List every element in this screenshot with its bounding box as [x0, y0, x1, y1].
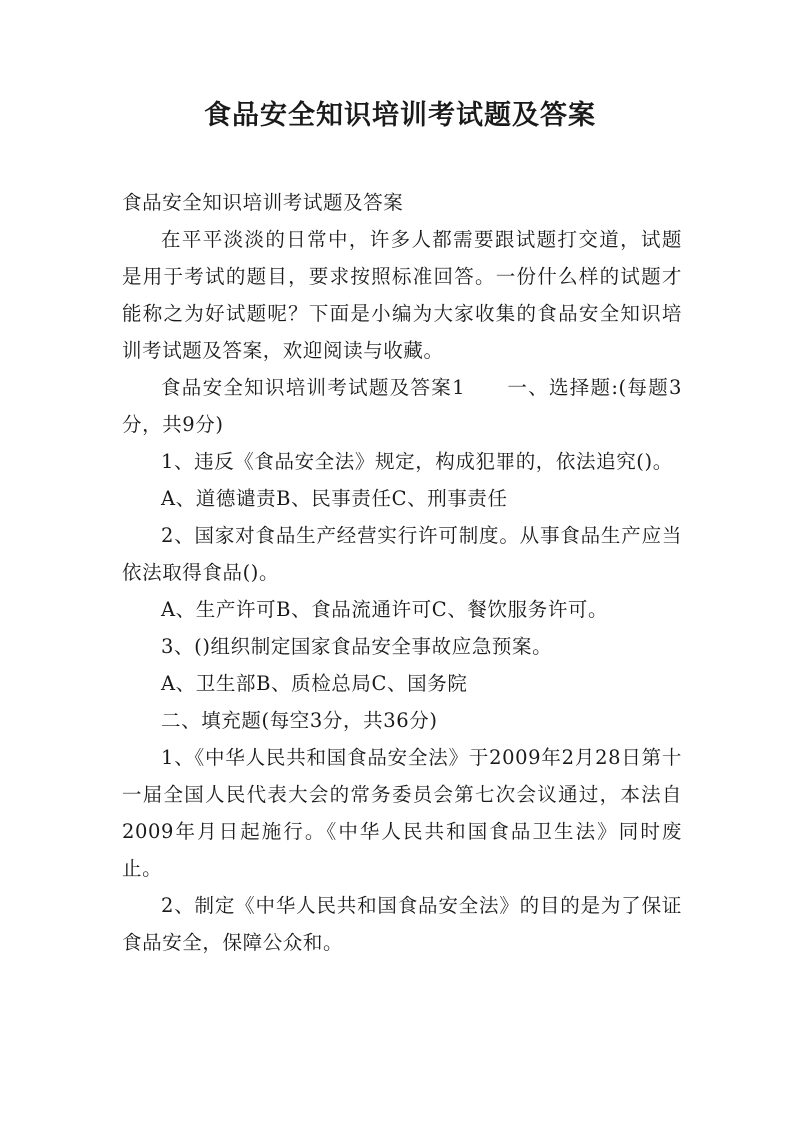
paragraph-section-two-heading: 二、填充题(每空3分，共36分)	[161, 709, 438, 732]
question-3-options: A、卫生部B、质检总局C、国务院	[161, 672, 468, 695]
paragraph-subtitle: 食品安全知识培训考试题及答案	[122, 191, 404, 214]
document-title: 食品安全知识培训考试题及答案	[204, 100, 596, 131]
fill-question-1: 1、《中华人民共和国食品安全法》于2009年2月28日第十一届全国人民代表大会的常务委员会第七次会议通过，本法自2009年月日起施行。《中华人民共和国食品卫生法》同时废止。	[122, 746, 682, 880]
paragraph-section-one-heading: 食品安全知识培训考试题及答案1 一、选择题:(每题3分，共9分)	[122, 376, 682, 436]
fill-question-2: 2、制定《中华人民共和国食品安全法》的目的是为了保证食品安全，保障公众和。	[122, 894, 682, 954]
question-1: 1、违反《食品安全法》规定，构成犯罪的，依法追究()。	[161, 450, 673, 473]
question-3: 3、()组织制定国家食品安全事故应急预案。	[161, 635, 553, 658]
document-body	[122, 184, 682, 961]
paragraph-intro: 在平平淡淡的日常中，许多人都需要跟试题打交道，试题是用于考试的题目，要求按照标准回答。一份什么样的试题才能称之为好试题呢？下面是小编为大家收集的食品安全知识培训考试题及答案，欢迎阅读与收藏。	[122, 228, 682, 362]
question-2: 2、国家对食品生产经营实行许可制度。从事食品生产应当依法取得食品()。	[122, 524, 682, 584]
question-1-options: A、道德谴责B、民事责任C、刑事责任	[161, 487, 508, 510]
question-2-options: A、生产许可B、食品流通许可C、餐饮服务许可。	[161, 598, 609, 621]
